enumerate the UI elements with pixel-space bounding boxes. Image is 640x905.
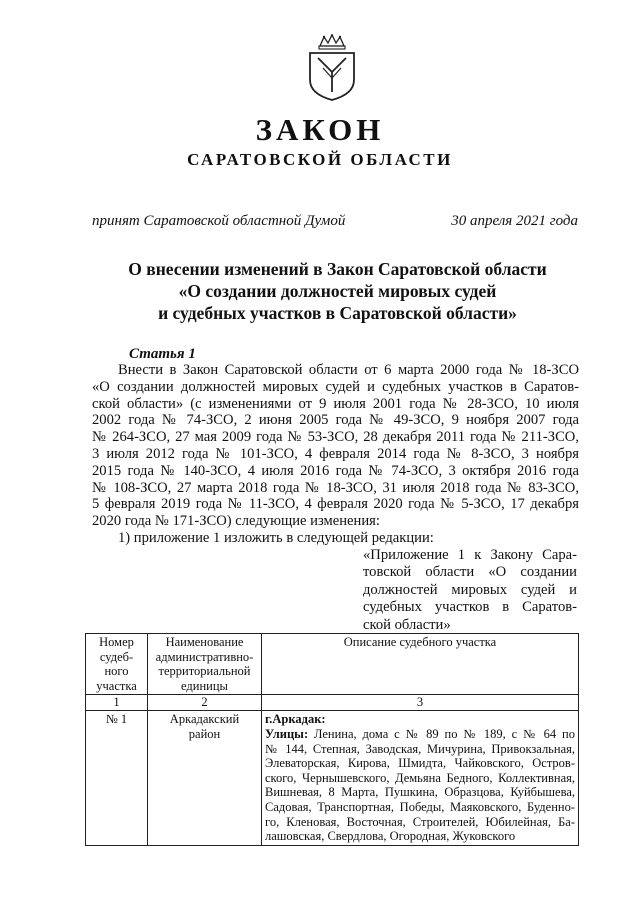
body-line: 2015 года № 140-ЗСО, 4 июля 2016 года № 74-ЗСО, 3 октября 2016 года bbox=[92, 462, 579, 479]
header-description: Описание судебного участка bbox=[262, 634, 579, 695]
quote-line: товской области «О создании bbox=[363, 564, 577, 581]
table-column-number-row bbox=[86, 695, 579, 711]
column-number: 2 bbox=[148, 695, 262, 711]
body-line: 3 июля 2012 года № 101-ЗСО, 4 февраля 2014 года № 8-ЗСО, 3 ноября bbox=[92, 445, 579, 462]
adopted-date: 30 апреля 2021 года bbox=[451, 213, 578, 229]
court-districts-table bbox=[85, 633, 579, 846]
streets-label: Улицы: bbox=[265, 726, 309, 741]
law-heading bbox=[80, 258, 595, 324]
body-line: «О создании должностей мировых судей и судебных участков в Саратов- bbox=[92, 378, 579, 395]
coat-of-arms-icon bbox=[306, 34, 358, 102]
table-header-row bbox=[86, 634, 579, 695]
body-line: № 108-ЗСО, 27 марта 2018 года № 18-ЗСО, 31 июля 2018 года № 83-ЗСО, bbox=[92, 479, 579, 496]
description-line: ского, Чернышевского, Демьяна Бедного, Коллективная, bbox=[265, 770, 575, 785]
table-row bbox=[86, 711, 579, 845]
appendix-reference bbox=[363, 547, 577, 634]
city-name: г.Аркадак: bbox=[265, 712, 326, 727]
adopted-by: принят Саратовской областной Думой bbox=[92, 213, 346, 229]
district-unit: Аркадакский район bbox=[148, 711, 262, 845]
district-number: № 1 bbox=[86, 711, 148, 845]
quote-line: ской области» bbox=[363, 616, 451, 633]
body-line: № 264-ЗСО, 27 мая 2009 года № 53-ЗСО, 28 декабря 2011 года № 211-ЗСО, bbox=[92, 429, 579, 446]
description-line: лашовская, Свердлова, Огородная, Жуковского bbox=[265, 829, 516, 844]
body-line: 2020 года № 171-ЗСО) следующие изменения: bbox=[92, 513, 380, 530]
quote-line: должностей мировых судей и bbox=[363, 581, 577, 598]
header-number: Номер судеб- ного участка bbox=[86, 634, 148, 695]
heading-line: «О создании должностей мировых судей bbox=[178, 281, 497, 301]
header-unit: Наименование административно- территориальной единицы bbox=[148, 634, 262, 695]
description-line: Улицы: Ленина, дома с № 89 по № 189, с № 64 по bbox=[265, 726, 575, 741]
article-body bbox=[92, 362, 579, 530]
document-title: ЗАКОН bbox=[255, 112, 385, 147]
heading-line: и судебных участков в Саратовской области» bbox=[158, 303, 517, 323]
description-line: Садовая, Транспортная, Победы, Маяковского, Буденно- bbox=[265, 799, 575, 814]
body-line: Внести в Закон Саратовской области от 6 марта 2000 года № 18-ЗСО bbox=[118, 362, 579, 378]
body-line: ской области» (с изменениями от 9 июля 2001 года № 28-ЗСО, 10 июля bbox=[92, 395, 579, 412]
column-number: 3 bbox=[262, 695, 579, 711]
heading-line: О внесении изменений в Закон Саратовской области bbox=[128, 259, 547, 279]
quote-line: судебных участков в Саратов- bbox=[363, 599, 577, 616]
description-line: Элеваторская, Кирова, Шмидта, Чайковского, Остров- bbox=[265, 756, 575, 771]
description-line: Вишневая, 8 Марта, Пушкина, Образцова, Куйбышева, bbox=[265, 785, 575, 800]
description-line: го, Кленовая, Восточная, Строителей, Юбилейная, Ба- bbox=[265, 814, 575, 829]
amendment-item: 1) приложение 1 изложить в следующей редакции: bbox=[118, 530, 434, 546]
body-line: 5 февраля 2019 года № 11-ЗСО, 4 февраля 2020 года № 5-ЗСО, 17 декабря bbox=[92, 496, 579, 513]
quote-line: «Приложение 1 к Закону Сара- bbox=[363, 547, 577, 563]
document-subtitle: САРАТОВСКОЙ ОБЛАСТИ bbox=[187, 150, 453, 169]
body-line: 2002 года № 74-ЗСО, 2 июня 2005 года № 49-ЗСО, 9 ноября 2007 года bbox=[92, 412, 579, 429]
description-line: № 144, Степная, Заводская, Мичурина, Привокзальная, bbox=[265, 741, 575, 756]
district-description bbox=[262, 711, 579, 845]
column-number: 1 bbox=[86, 695, 148, 711]
article-title: Статья 1 bbox=[129, 346, 196, 362]
